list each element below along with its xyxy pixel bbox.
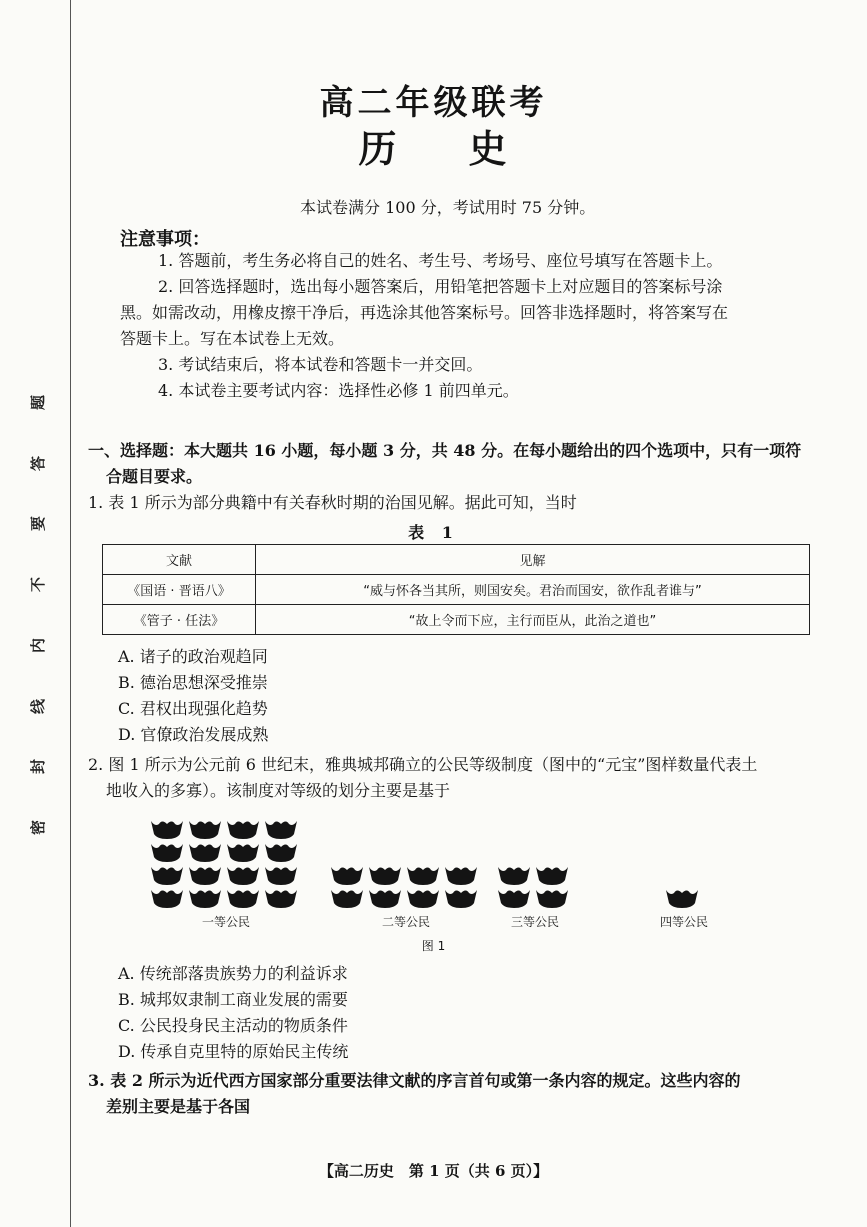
notice-item: 答题卡上。写在本试卷上无效。: [120, 329, 345, 348]
ingot-icon: [497, 887, 531, 909]
ingot-icon: [150, 887, 184, 909]
table-row: [103, 605, 810, 635]
ingot-icon: [535, 887, 569, 909]
seal-char: 封: [29, 759, 48, 775]
subject-char: 历: [358, 126, 399, 171]
ingot-icon: [188, 818, 222, 840]
question-2-options: [118, 961, 348, 1065]
ingot-icon: [226, 818, 260, 840]
notice-item: 黑。如需改动，用橡皮擦干净后，再选涂其他答案标号。回答非选择题时，将答案写在: [120, 303, 729, 322]
seal-line-strip: [26, 395, 52, 835]
table-row: [103, 575, 810, 605]
ingot-icon: [226, 887, 260, 909]
seal-char: 线: [29, 698, 48, 714]
figure-1-citizen-classes: [140, 808, 760, 958]
question-3-stem: [88, 1068, 818, 1120]
ingot-icon: [330, 864, 364, 886]
ingot-icon: [444, 887, 478, 909]
page-footer: 【高二历史 第 1 页（共 6 页）】: [318, 1162, 549, 1180]
group-label: 二等公民: [381, 915, 430, 929]
ingot-icon: [264, 887, 298, 909]
option-a: A. 诸子的政治观趋同: [118, 647, 268, 666]
ingot-icon: [226, 864, 260, 886]
ingot-icon: [264, 841, 298, 863]
option-c: C. 君权出现强化趋势: [118, 699, 268, 718]
option-d: D. 传承自克里特的原始民主传统: [118, 1042, 349, 1061]
question-text-cont: 地收入的多寡）。该制度对等级的划分主要是基于: [106, 781, 451, 800]
table-cell: 《国语 · 晋语八》: [103, 575, 256, 605]
ingot-icon: [330, 887, 364, 909]
exam-title: 高二年级联考: [319, 83, 548, 123]
table-header: 见解: [256, 545, 810, 575]
ingot-icon: [535, 864, 569, 886]
group-label: 四等公民: [659, 915, 708, 929]
seal-char: 内: [29, 637, 48, 653]
option-b: B. 城邦奴隶制工商业发展的需要: [118, 990, 348, 1009]
table-cell: “威与怀各当其所，则国安矣。君治而国安，欲作乱者谁与”: [256, 575, 810, 605]
subject-title: [0, 118, 867, 173]
ingot-icon: [150, 841, 184, 863]
option-c: C. 公民投身民主活动的物质条件: [118, 1016, 348, 1035]
option-b: B. 德治思想深受推崇: [118, 673, 268, 692]
section-text-cont: 合题目要求。: [106, 467, 203, 486]
question-1-stem: [88, 490, 818, 516]
ingot-icon: [150, 818, 184, 840]
section-heading: [88, 438, 818, 490]
ingot-icon: [150, 864, 184, 886]
ingot-icon: [665, 887, 699, 909]
option-a: A. 传统部落贵族势力的利益诉求: [118, 964, 348, 983]
section-label: 一、选择题：: [88, 441, 185, 460]
ingot-icon: [368, 864, 402, 886]
ingot-icon: [497, 864, 531, 886]
group-label: 三等公民: [510, 915, 559, 929]
question-1-options: [118, 644, 268, 748]
ingot-icon: [226, 841, 260, 863]
table-cell: 《管子 · 任法》: [103, 605, 256, 635]
notice-heading: 注意事项：: [120, 229, 210, 250]
figure-caption: 图 1: [421, 939, 446, 953]
notice-item: 2. 回答选择题时，选出每小题答案后，用铅笔把答题卡上对应题目的答案标号涂: [158, 277, 723, 296]
section-text: 本大题共 16 小题，每小题 3 分，共 48 分。在每小题给出的四个选项中，只有一项符: [184, 441, 802, 460]
ingot-icon: [188, 864, 222, 886]
ingot-icon: [406, 887, 440, 909]
question-text: 1. 表 1 所示为部分典籍中有关春秋时期的治国见解。据此可知，当时: [88, 493, 577, 512]
group-label: 一等公民: [201, 915, 250, 929]
ingot-icon: [368, 887, 402, 909]
notice-item: 4. 本试卷主要考试内容：选择性必修 1 前四单元。: [158, 381, 519, 400]
table-header: 文献: [103, 545, 256, 575]
option-d: D. 官僚政治发展成熟: [118, 725, 269, 744]
table-cell: “故上令而下应，主行而臣从，此治之道也”: [256, 605, 810, 635]
subject-char: 史: [468, 126, 509, 171]
binding-line: [70, 0, 71, 1227]
ingot-icon: [264, 864, 298, 886]
question-text: 3. 表 2 所示为近代西方国家部分重要法律文献的序言首句或第一条内容的规定。这些内容的: [88, 1071, 741, 1090]
seal-char: 密: [29, 819, 48, 835]
question-text-cont: 差别主要是基于各国: [106, 1097, 251, 1116]
notice-list: [120, 248, 800, 404]
seal-char: 要: [29, 516, 48, 532]
ingot-icon: [188, 841, 222, 863]
seal-char: 答: [29, 455, 48, 471]
ingot-icon: [188, 887, 222, 909]
table-1: [102, 544, 810, 635]
question-text: 2. 图 1 所示为公元前 6 世纪末，雅典城邦确立的公民等级制度（图中的“元宝”图样数量代表土: [88, 755, 758, 774]
question-2-stem: [88, 752, 818, 804]
exam-info: 本试卷满分 100 分，考试用时 75 分钟。: [300, 198, 596, 217]
notice-item: 3. 考试结束后，将本试卷和答题卡一并交回。: [158, 355, 483, 374]
seal-char: 不: [29, 577, 48, 593]
table-header-row: [103, 545, 810, 575]
table-caption: 表 1: [408, 523, 459, 542]
ingot-icon: [406, 864, 440, 886]
ingot-icon: [444, 864, 478, 886]
seal-char: 题: [29, 394, 48, 411]
notice-item: 1. 答题前，考生务必将自己的姓名、考生号、考场号、座位号填写在答题卡上。: [158, 251, 723, 270]
ingot-icon: [264, 818, 298, 840]
